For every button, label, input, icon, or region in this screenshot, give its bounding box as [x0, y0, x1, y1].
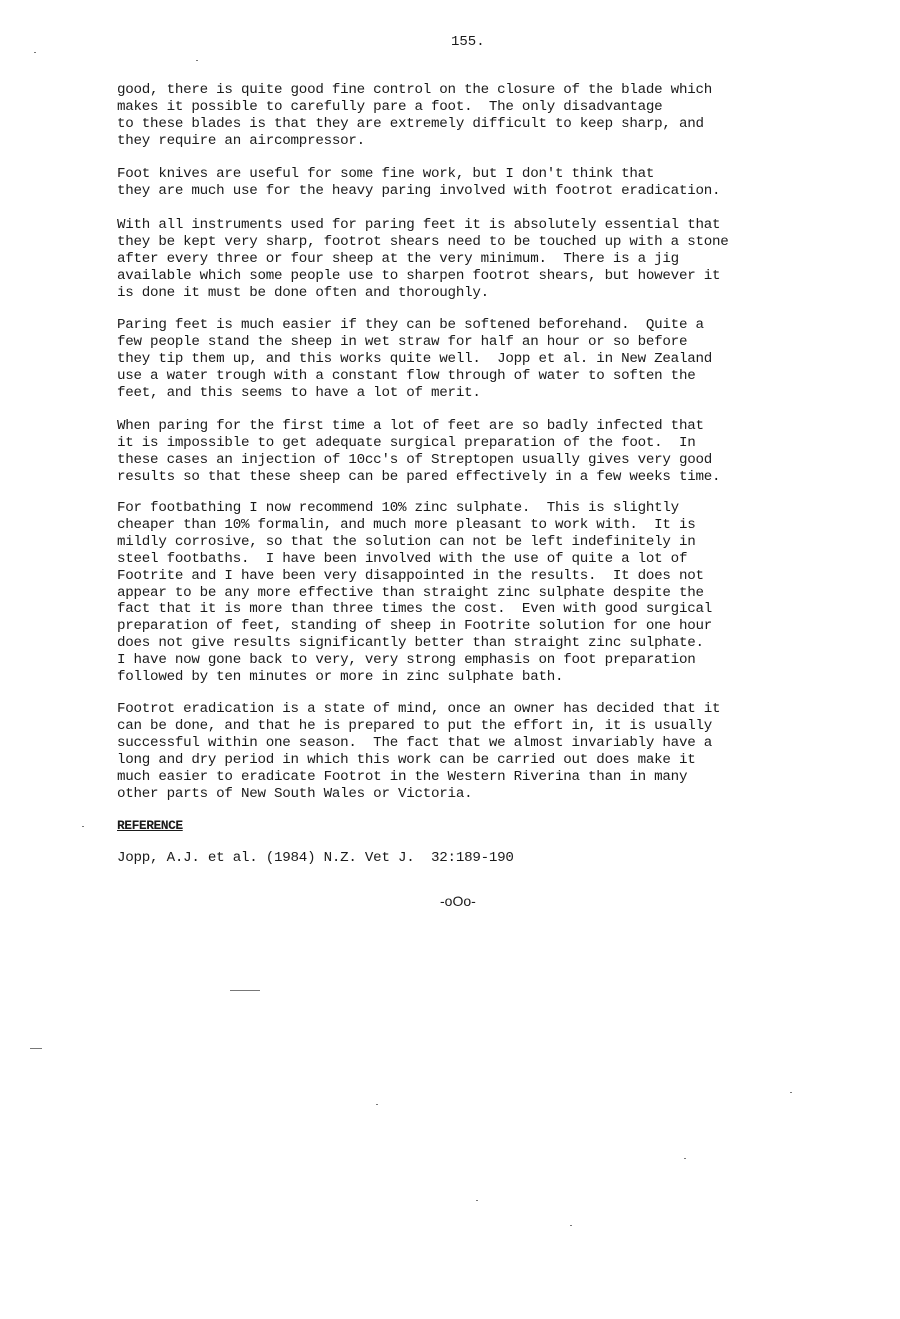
end-mark: -oOo-: [440, 893, 476, 909]
text-line: does not give results significantly better than straight zinc sulphate.: [117, 635, 704, 652]
text-line: long and dry period in which this work can be carried out does make it: [117, 751, 696, 768]
text-line: they tip them up, and this works quite well. Jopp et al. in New Zealand: [117, 350, 712, 367]
scan-speck: [230, 990, 260, 991]
text-line: fact that it is more than three times the cost. Even with good surgical: [117, 601, 712, 618]
paragraph: [117, 418, 720, 486]
text-line: can be done, and that he is prepared to put the effort in, it is usually: [117, 717, 712, 734]
text-line: Footrot eradication is a state of mind, once an owner has decided that it: [117, 701, 721, 717]
scan-speck: [684, 1158, 686, 1159]
paragraph: [117, 166, 720, 200]
text-line: it is impossible to get adequate surgical preparation of the foot. In: [117, 434, 696, 451]
scan-speck: [376, 1104, 378, 1105]
text-line: good, there is quite good fine control on the closure of the blade which: [117, 82, 712, 98]
text-line: Paring feet is much easier if they can be softened beforehand. Quite a: [117, 317, 704, 333]
scan-speck: [34, 52, 36, 53]
text-line: preparation of feet, standing of sheep in Footrite solution for one hour: [117, 618, 712, 635]
scan-speck: [790, 1092, 792, 1093]
scan-speck: [196, 60, 198, 61]
text-line: they require an aircompressor.: [117, 132, 365, 149]
text-line: successful within one season. The fact that we almost invariably have a: [117, 734, 712, 751]
text-line: these cases an injection of 10cc's of Streptopen usually gives very good: [117, 451, 712, 468]
scan-speck: [82, 826, 84, 827]
text-line: few people stand the sheep in wet straw for half an hour or so before: [117, 333, 688, 350]
text-line: I have now gone back to very, very strong emphasis on foot preparation: [117, 652, 696, 669]
paragraph: [117, 317, 712, 402]
text-line: they are much use for the heavy paring involved with footrot eradication.: [117, 182, 721, 199]
text-line: feet, and this seems to have a lot of merit.: [117, 384, 481, 401]
text-line: to these blades is that they are extremely difficult to keep sharp, and: [117, 115, 704, 132]
text-line: use a water trough with a constant flow through of water to soften the: [117, 367, 696, 384]
text-line: Foot knives are useful for some fine work, but I don't think that: [117, 166, 655, 182]
text-line: With all instruments used for paring feet it is absolutely essential that: [117, 217, 721, 233]
text-line: other parts of New South Wales or Victoria.: [117, 785, 473, 802]
scan-speck: [30, 1048, 42, 1049]
paragraph: [117, 217, 729, 302]
text-line: cheaper than 10% formalin, and much more pleasant to work with. It is: [117, 516, 696, 533]
reference-heading: REFERENCE: [117, 818, 183, 833]
paragraph: [117, 701, 720, 802]
text-line: Footrite and I have been very disappointed in the results. It does not: [117, 567, 704, 584]
text-line: after every three or four sheep at the very minimum. There is a jig: [117, 250, 679, 267]
text-line: appear to be any more effective than straight zinc sulphate despite the: [117, 584, 704, 601]
text-line: results so that these sheep can be pared effectively in a few weeks time.: [117, 468, 721, 485]
text-line: available which some people use to sharpen footrot shears, but however it: [117, 267, 721, 284]
text-line: is done it must be done often and thoroughly.: [117, 284, 489, 301]
paragraph: [117, 500, 712, 686]
text-line: mildly corrosive, so that the solution can not be left indefinitely in: [117, 533, 696, 550]
scan-speck: [570, 1225, 572, 1226]
text-line: When paring for the first time a lot of feet are so badly infected that: [117, 418, 704, 434]
scan-speck: [476, 1200, 478, 1201]
text-line: they be kept very sharp, footrot shears need to be touched up with a stone: [117, 233, 729, 250]
text-line: For footbathing I now recommend 10% zinc sulphate. This is slightly: [117, 500, 679, 516]
text-line: makes it possible to carefully pare a foot. The only disadvantage: [117, 98, 663, 115]
text-line: much easier to eradicate Footrot in the Western Riverina than in many: [117, 768, 688, 785]
paragraph: [117, 82, 712, 150]
page-number: 155.: [451, 34, 485, 50]
text-line: steel footbaths. I have been involved with the use of quite a lot of: [117, 550, 688, 567]
reference-citation: Jopp, A.J. et al. (1984) N.Z. Vet J. 32:189-190: [117, 850, 514, 866]
text-line: followed by ten minutes or more in zinc sulphate bath.: [117, 669, 564, 686]
